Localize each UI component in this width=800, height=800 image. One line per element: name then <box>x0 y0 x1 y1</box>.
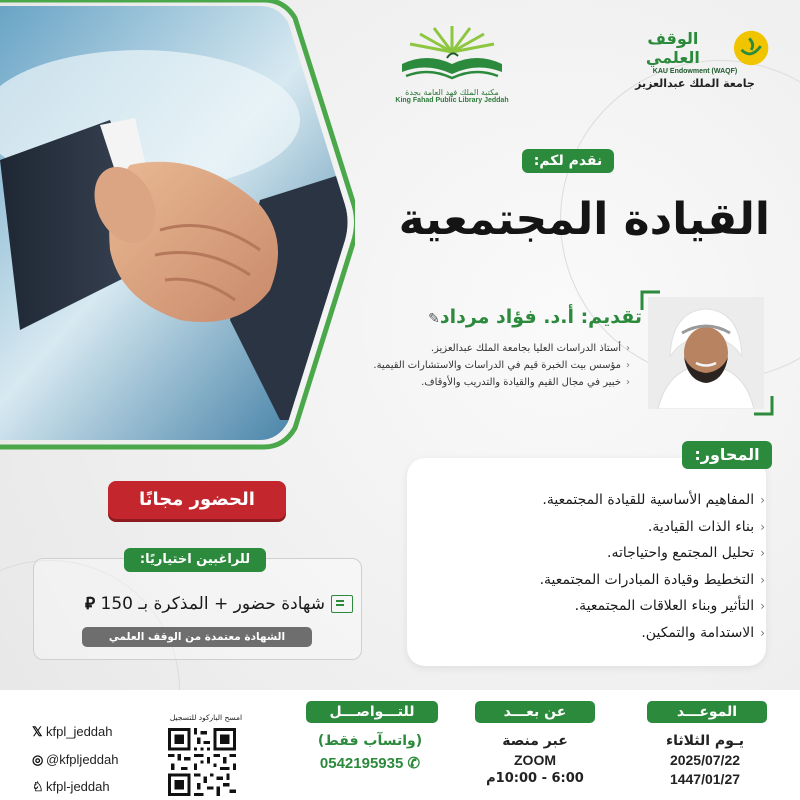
axis-item <box>420 593 765 620</box>
open-book-icon <box>392 22 512 84</box>
kfpl-arabic-name: مكتبة الملك فهد العامة بجدة <box>405 88 499 97</box>
social-handle[interactable]: @kfpljeddah <box>46 752 119 767</box>
bio-item <box>330 340 630 357</box>
presenter-bio <box>330 340 630 391</box>
axis-text: بناء الذات القيادية. <box>647 518 755 535</box>
axis-text: التأثير وبناء العلاقات المجتمعية. <box>574 598 755 614</box>
certificate-icon <box>331 595 353 613</box>
kau-emblem-icon <box>732 28 770 68</box>
social-snapchat[interactable] <box>32 779 110 795</box>
contact-note: (واتسآب فقط) <box>317 733 423 749</box>
chevron-left-icon: ‹ <box>760 599 765 613</box>
kfpl-english-name: King Fahad Public Library Jeddah <box>395 97 509 104</box>
presenter-name-text: تقديم: أ.د. فؤاد مرداد <box>439 306 642 328</box>
handshake-photo <box>0 0 355 450</box>
chevron-left-icon: ‹ <box>626 343 630 354</box>
waqf-arabic-mark: الوقف العلمي <box>645 29 700 67</box>
certificate-offer <box>48 592 353 614</box>
qr-label: امسح الباركود للتسجيل <box>169 713 243 722</box>
axis-text: التخطيط وقيادة المبادرات المجتمعية. <box>539 571 755 588</box>
axis-item <box>420 567 765 594</box>
chevron-left-icon: ‹ <box>760 546 765 560</box>
remote-zoom: ZOOM <box>514 752 556 768</box>
social-handle[interactable]: kfpl_jeddah <box>46 724 113 739</box>
axes-label: المحاور: <box>682 441 772 469</box>
presents-label: نقدم لكم: <box>522 149 614 173</box>
axis-item <box>420 514 765 541</box>
chevron-left-icon: ‹ <box>760 493 765 507</box>
x-icon: 𝕏 <box>32 724 43 739</box>
kau-university-name: جامعة الملك عبدالعزيز <box>635 77 755 90</box>
bio-text: مؤسس بيت الخبرة قيم في الدراسات والاستشارات القيمية. <box>373 360 621 371</box>
axis-text: الاستدامة والتمكين. <box>641 624 755 641</box>
date-gregorian: 2025/07/22 <box>669 752 741 768</box>
kfpl-logo <box>382 22 522 104</box>
axis-item <box>420 540 765 567</box>
phone-number[interactable]: 0542195935 <box>319 755 404 772</box>
chevron-left-icon: ‹ <box>626 360 630 371</box>
social-instagram[interactable] <box>32 752 118 768</box>
date-label: الموعـــد <box>647 701 767 723</box>
chevron-left-icon: ‹ <box>626 377 630 388</box>
social-x[interactable] <box>32 724 113 740</box>
presenter-photo <box>648 297 764 409</box>
axes-list <box>420 487 765 646</box>
date-hijri: 1447/01/27 <box>669 771 741 787</box>
axis-item <box>420 487 765 514</box>
free-attendance-badge: الحضور مجانًا <box>108 481 286 519</box>
chevron-left-icon: ‹ <box>760 625 765 640</box>
bio-text: خبير في مجال القيم والقيادة والتدريب والأوقاف. <box>421 377 621 388</box>
contact-label: للتـــواصـــل <box>306 701 438 723</box>
axis-text: المفاهيم الأساسية للقيادة المجتمعية. <box>542 492 755 508</box>
kau-endowment-logo <box>620 28 770 90</box>
whatsapp-icon: ✆ <box>407 755 421 772</box>
remote-label: عن بعـــد <box>475 701 595 723</box>
riyal-icon: ⃁ <box>85 594 96 614</box>
optional-label: للراغبين اختياريًا: <box>124 548 266 572</box>
presenter-name <box>370 306 642 328</box>
bio-text: أستاذ الدراسات العليا بجامعة الملك عبدالعزيز. <box>430 343 621 354</box>
chevron-left-icon: ‹ <box>760 572 765 587</box>
contact-phone[interactable] <box>300 754 440 772</box>
kau-endowment-english: KAU Endowment (WAQF) <box>652 68 738 75</box>
social-handle[interactable]: kfpl-jeddah <box>46 779 110 794</box>
accredited-note: الشهادة معتمدة من الوقف العلمي <box>82 627 312 647</box>
date-day: يـوم الثلاثاء <box>665 733 745 749</box>
remote-platform: عبر منصة <box>502 733 568 749</box>
pen-icon: ✎ <box>428 311 440 327</box>
snapchat-icon: ♘ <box>32 779 44 794</box>
remote-time: 6:00 - 10:00م <box>486 771 584 786</box>
certificate-text: شهادة حضور + المذكرة بـ 150 <box>100 594 325 614</box>
qr-code[interactable] <box>168 728 236 796</box>
axis-item <box>420 620 765 647</box>
axis-text: تحليل المجتمع واحتياجاته. <box>607 545 755 561</box>
bio-item <box>330 374 630 391</box>
chevron-left-icon: ‹ <box>760 519 765 534</box>
bio-item <box>330 357 630 374</box>
event-title: القيادة المجتمعية <box>398 194 770 245</box>
instagram-icon: ◎ <box>32 752 44 767</box>
